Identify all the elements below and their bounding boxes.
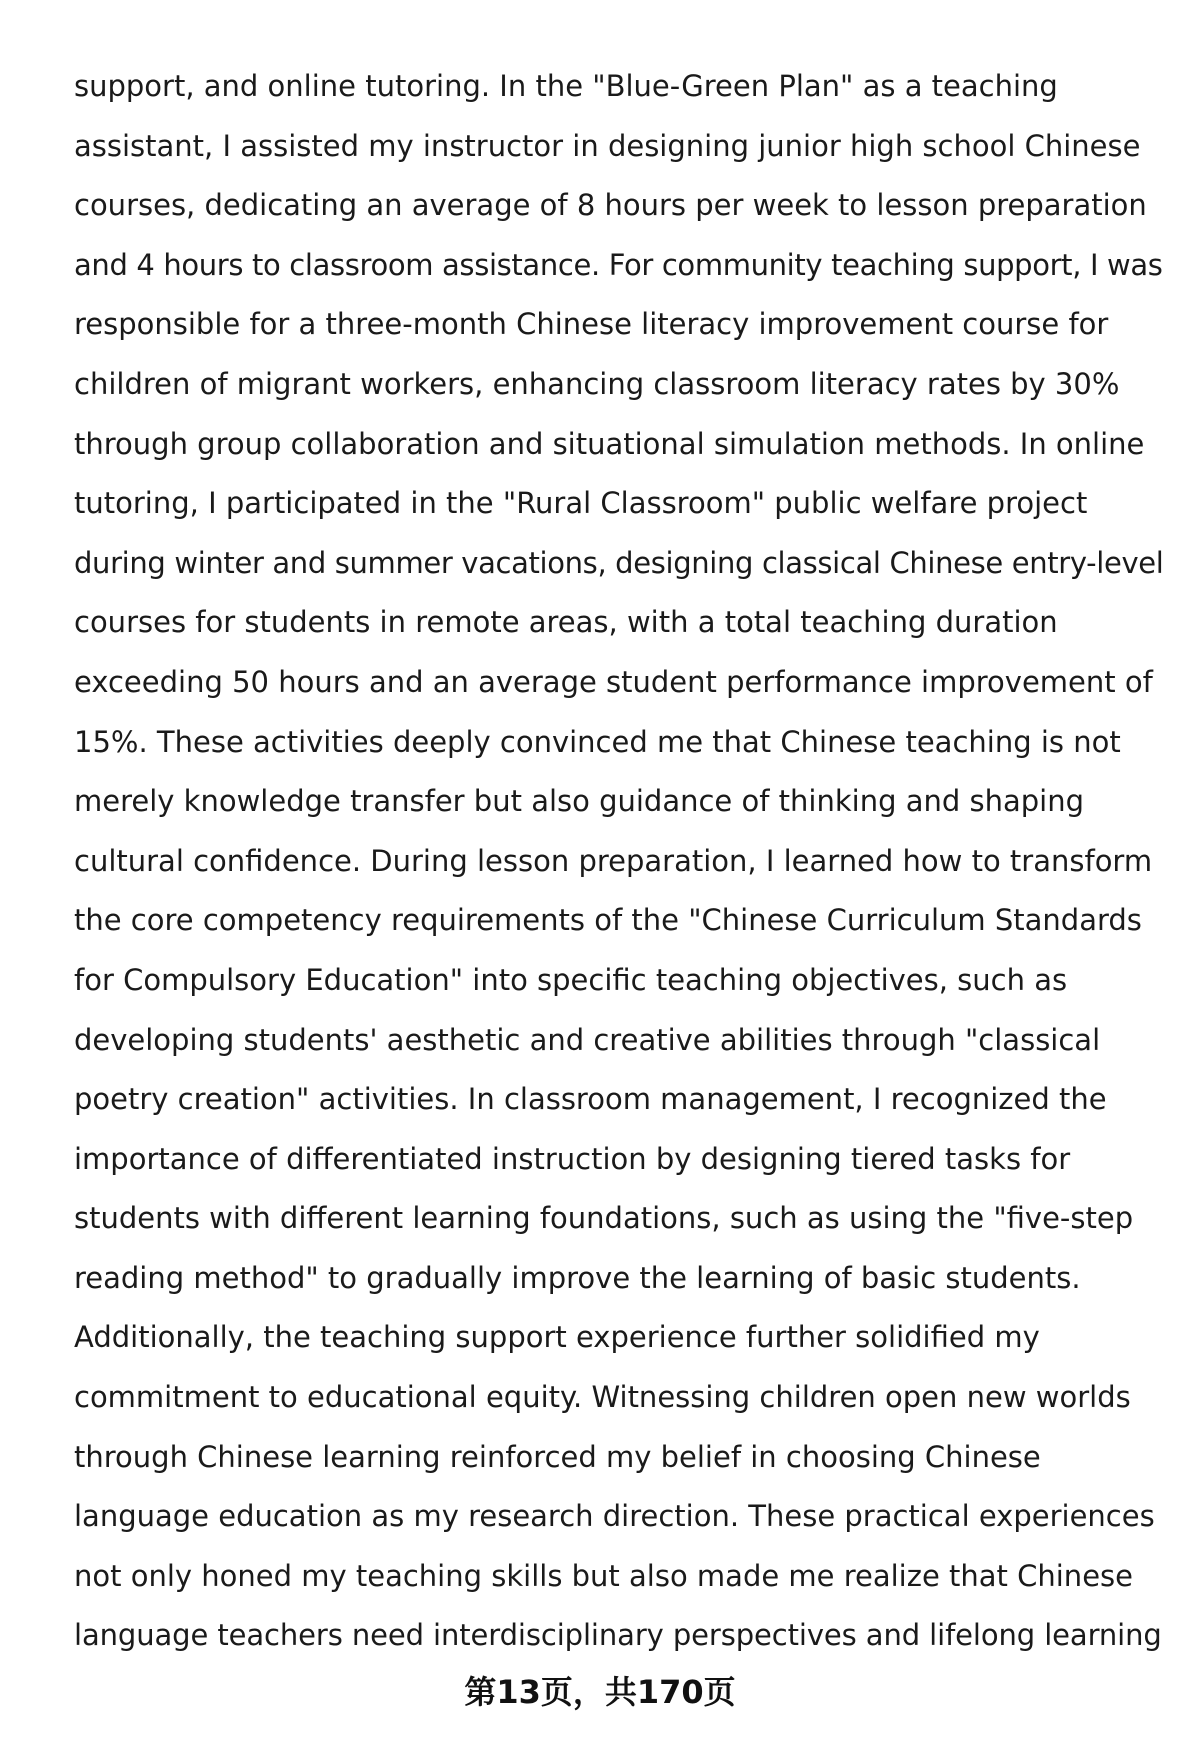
text-line: during winter and summer vacations, designing classical Chinese entry-level — [74, 545, 1164, 580]
text-line: language teachers need interdisciplinary perspectives and lifelong learning — [74, 1618, 1162, 1653]
text-line: merely knowledge transfer but also guidance of thinking and shaping — [74, 784, 1085, 819]
text-line: exceeding 50 hours and an average student performance improvement of — [74, 664, 1153, 699]
text-line: commitment to educational equity. Witnessing children open new worlds — [74, 1380, 1131, 1415]
text-line: importance of differentiated instruction by designing tiered tasks for — [74, 1141, 1071, 1176]
text-line: cultural confidence. During lesson preparation, I learned how to transform — [74, 843, 1153, 878]
text-line: poetry creation" activities. In classroom management, I recognized the — [74, 1082, 1107, 1117]
text-line: language education as my research direction. These practical experiences — [74, 1499, 1155, 1534]
text-line: courses, dedicating an average of 8 hours per week to lesson preparation — [74, 188, 1147, 223]
text-line: tutoring, I participated in the "Rural Classroom" public welfare project — [74, 486, 1088, 521]
text-line: support, and online tutoring. In the "Blue-Green Plan" as a teaching — [74, 69, 1058, 103]
text-line: assistant, I assisted my instructor in designing junior high school Chinese — [74, 128, 1141, 163]
text-line: not only honed my teaching skills but also made me realize that Chinese — [74, 1558, 1133, 1593]
text-line: the core competency requirements of the "Chinese Curriculum Standards — [74, 903, 1142, 938]
text-line: for Compulsory Education" into specific teaching objectives, such as — [74, 962, 1068, 997]
text-line: 15%. These activities deeply convinced me that Chinese teaching is not — [74, 724, 1121, 759]
text-line: reading method" to gradually improve the learning of basic students. — [74, 1260, 1081, 1295]
text-line: through group collaboration and situational simulation methods. In online — [74, 426, 1145, 461]
page-indicator: 第13页，共170页 — [464, 1673, 736, 1711]
text-line: courses for students in remote areas, with a total teaching duration — [74, 605, 1058, 640]
text-line: through Chinese learning reinforced my belief in choosing Chinese — [74, 1439, 1041, 1474]
text-line: and 4 hours to classroom assistance. For community teaching support, I was — [74, 247, 1163, 282]
text-line: students with different learning foundations, such as using the "five-step — [74, 1201, 1134, 1236]
text-line: developing students' aesthetic and creative abilities through "classical — [74, 1022, 1101, 1057]
text-line: children of migrant workers, enhancing classroom literacy rates by 30% — [74, 366, 1120, 401]
body-text — [74, 57, 1164, 1666]
text-line: responsible for a three-month Chinese literacy improvement course for — [74, 307, 1109, 342]
text-line: Additionally, the teaching support experience further solidified my — [74, 1320, 1040, 1355]
